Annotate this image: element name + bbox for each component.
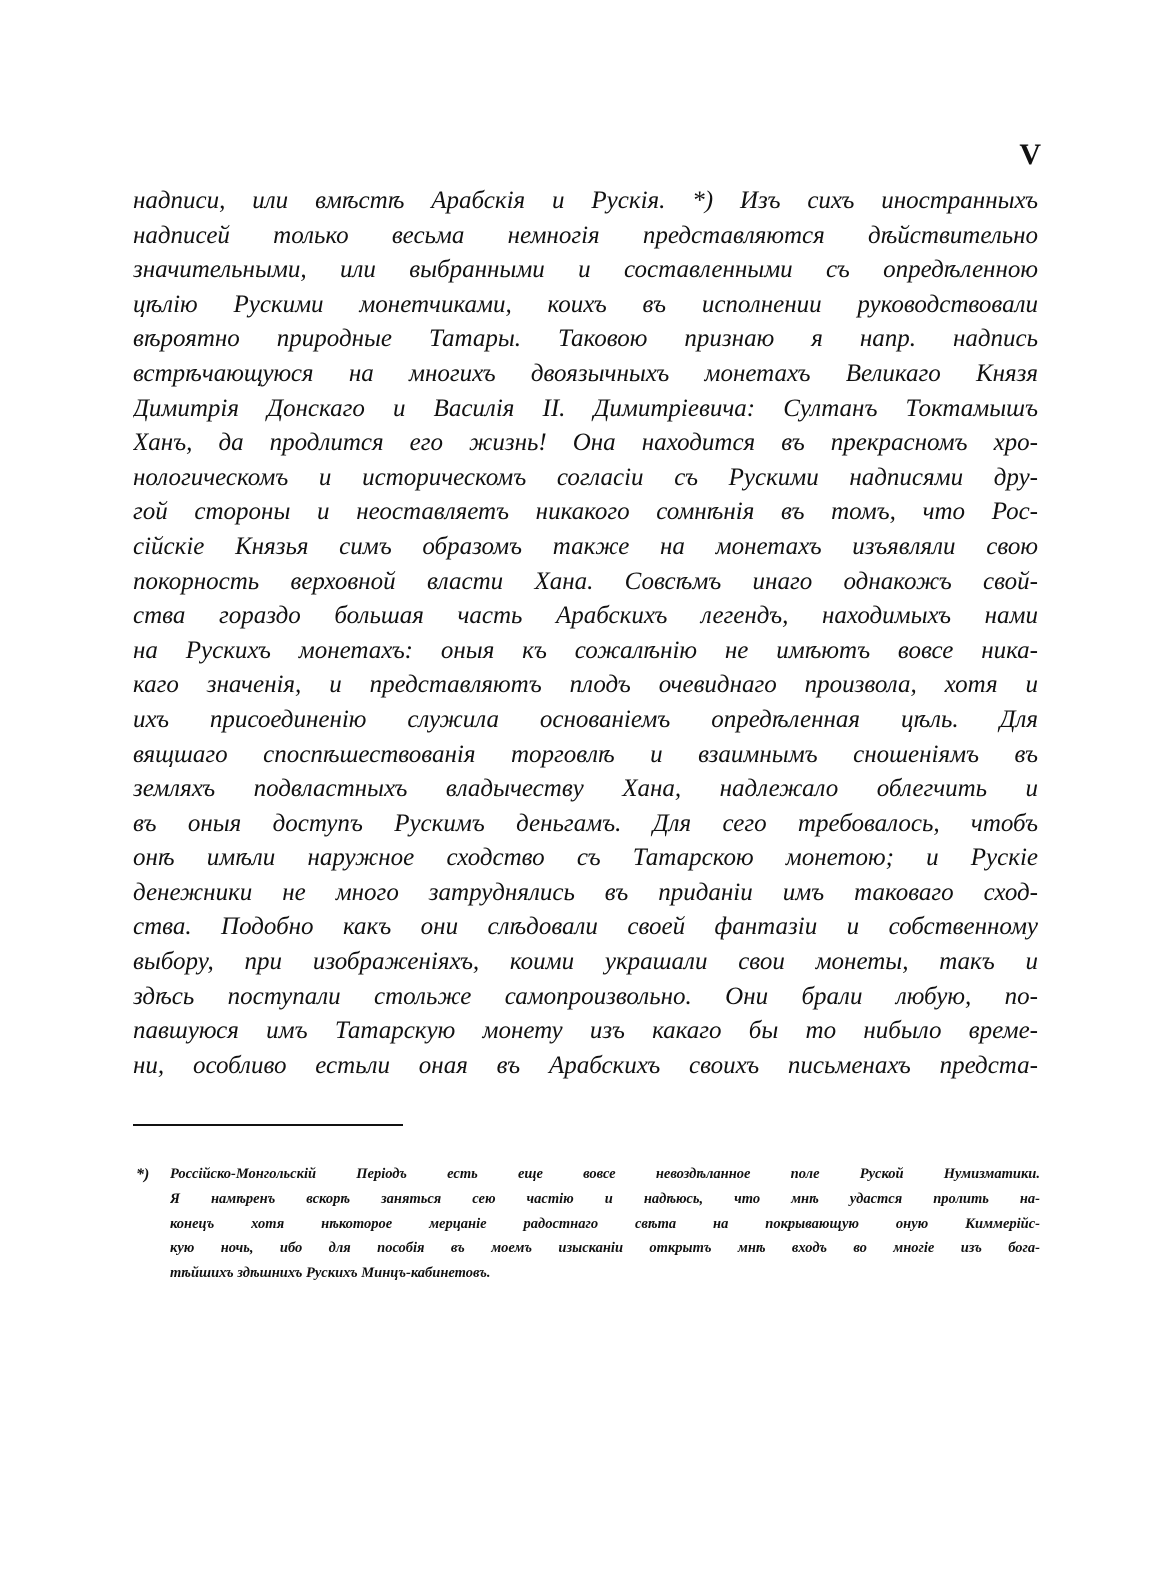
text-line: въ оныя доступъ Рускимъ деньгамъ. Для сего требовалось, чтобъ: [133, 809, 1038, 837]
text-line: гой стороны и неоставляетъ никакого сомнѣнія въ томъ, что Рос-: [133, 498, 1038, 526]
text-line: Ханъ, да продлится его жизнь! Она находится въ прекрасномъ хро-: [133, 429, 1038, 457]
text-line: здѣсь поступали стольже самопроизвольно. Они брали любую, по-: [133, 982, 1038, 1010]
footnote-separator: [133, 1124, 403, 1126]
text-line: вѣроятно природные Татары. Таковою признаю я напр. надпись: [133, 325, 1038, 353]
main-text-block: [133, 184, 1038, 1083]
text-line: сійскіе Князья симъ образомъ также на монетахъ изъявляли свою: [133, 532, 1038, 560]
text-line: павшуюся имъ Татарскую монету изъ какаго бы то нибыло време-: [133, 1017, 1038, 1045]
text-line: встрѣчающуюся на многихъ двоязычныхъ монетахъ Великаго Князя: [133, 359, 1038, 387]
page-number: V: [1019, 138, 1041, 171]
text-line: каго значенія, и представляютъ плодъ очевиднаго произвола, хотя и: [133, 671, 1038, 699]
footnote-marker: *): [136, 1166, 150, 1183]
footnote-text: [170, 1162, 1040, 1286]
text-line: Димитрія Донскаго и Василія II. Димитріевича: Султанъ Токтамышъ: [133, 394, 1038, 422]
text-line: надписей только весьма немногія представляются дѣйствительно: [133, 221, 1038, 249]
text-line: земляхъ подвластныхъ владычеству Хана, надлежало облегчить и: [133, 775, 1038, 803]
footnote-line: Россійско-Монгольскій Періодъ есть еще вовсе невоздѣланное поле Руской Нумизматики.: [170, 1166, 1040, 1182]
text-line: значительными, или выбранными и составленными съ опредѣленною: [133, 256, 1038, 284]
text-line: ства гораздо большая часть Арабскихъ легендъ, находимыхъ нами: [133, 602, 1038, 630]
text-line: ства. Подобно какъ они слѣдовали своей фантазіи и собственному: [133, 913, 1038, 941]
text-line: надписи, или вмѣстѣ Арабскія и Рускія. *) Изъ сихъ иностранныхъ: [133, 187, 1038, 214]
text-line: на Рускихъ монетахъ: оныя къ сожалѣнію не имѣютъ вовсе ника-: [133, 636, 1038, 664]
text-line: выбору, при изображеніяхъ, коими украшали свои монеты, такъ и: [133, 948, 1038, 976]
footnote-line: тѣйшихъ здѣшнихъ Рускихъ Минцъ-кабинетовъ.: [170, 1265, 491, 1282]
text-line: вящшаго споспѣшествованія торговлѣ и взаимнымъ сношеніямъ въ: [133, 740, 1038, 768]
text-line: ни, особливо естьли оная въ Арабскихъ своихъ письменахъ предста-: [133, 1051, 1038, 1079]
text-line: цѣлію Рускими монетчиками, коихъ въ исполнении руководствовали: [133, 290, 1038, 318]
text-line: ихъ присоединенію служила основаніемъ опредѣленная цѣль. Для: [133, 705, 1038, 733]
text-line: денежники не много затруднялись въ приданіи имъ таковаго сход-: [133, 878, 1038, 906]
footnote-line: кую ночь, ибо для пособія въ моемъ изысканіи открытъ мнѣ входъ во многіе изъ бога-: [170, 1240, 1040, 1257]
text-line: нологическомъ и историческомъ согласіи съ Рускими надписями дру-: [133, 463, 1038, 491]
text-line: покорность верховной власти Хана. Совсѣмъ инаго однакожъ свой-: [133, 567, 1038, 595]
footnote-line: конецъ хотя нѣкоторое мерцаніе радостнаго свѣта на покрывающую оную Киммерійс-: [170, 1215, 1040, 1232]
footnote-line: Я намѣренъ вскорѣ заняться сею частію и надѣюсь, что мнѣ удастся пролить на-: [170, 1190, 1040, 1207]
text-line: онѣ имѣли наружное сходство съ Татарскою монетою; и Рускіе: [133, 844, 1038, 872]
